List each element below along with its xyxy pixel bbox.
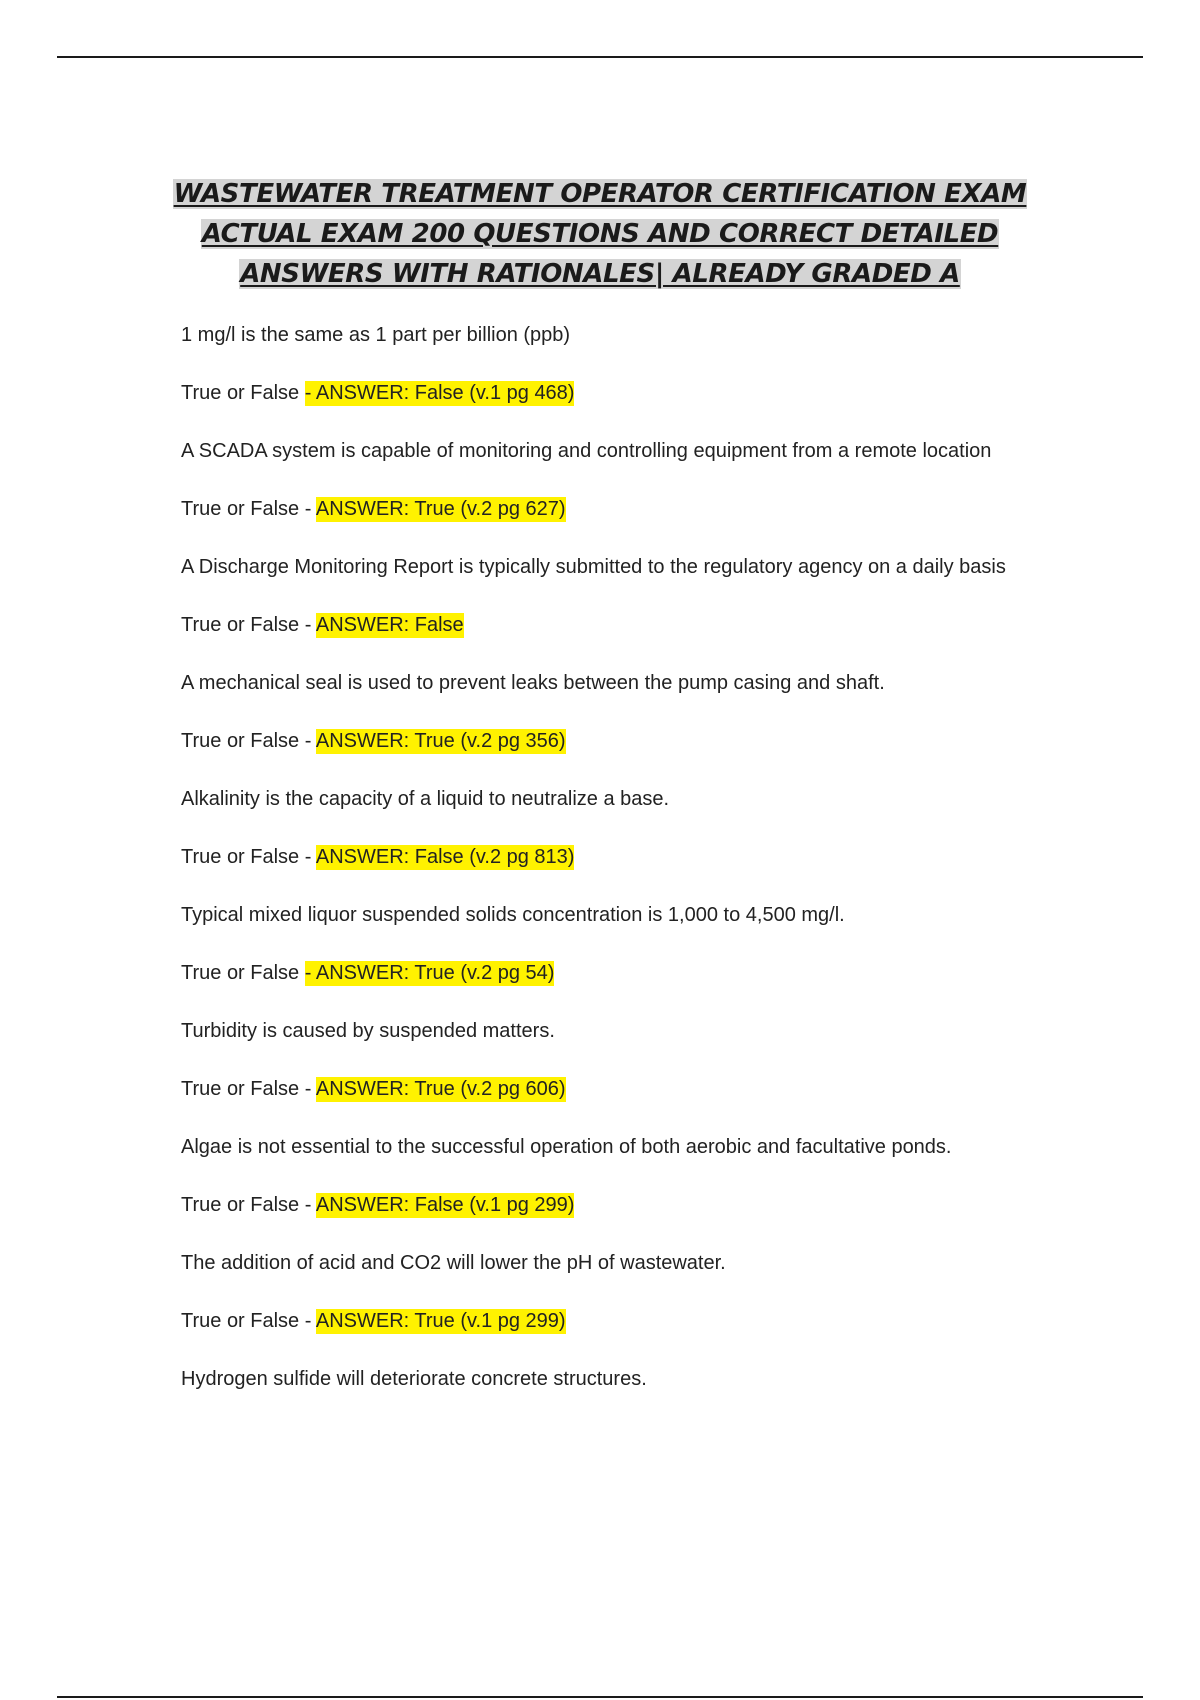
answer-separator: -: [299, 846, 316, 868]
answer-highlight: ANSWER: False (v.2 pg 813): [315, 846, 575, 868]
true-false-prompt: True or False: [181, 1310, 300, 1332]
true-false-prompt: True or False: [181, 382, 300, 404]
answer-separator: -: [299, 1194, 316, 1216]
true-false-prompt: True or False: [181, 614, 300, 636]
answer-line: [181, 843, 1021, 872]
question-text: 1 mg/l is the same as 1 part per billion (ppb): [181, 324, 571, 346]
answer-line: [181, 1075, 1021, 1104]
true-false-prompt: True or False: [181, 962, 300, 984]
question-text: A Discharge Monitoring Report is typically submitted to the regulatory agency on a daily basis: [181, 556, 1006, 578]
answer-line: [181, 1307, 1021, 1336]
title-line-1: WASTEWATER TREATMENT OPERATOR CERTIFICATION EXAM: [173, 179, 1027, 209]
title-line-3: ANSWERS WITH RATIONALES| ALREADY GRADED A: [240, 259, 960, 289]
question-text: Hydrogen sulfide will deteriorate concrete structures.: [181, 1368, 647, 1390]
answer-separator: -: [299, 498, 316, 520]
answer-line: [181, 1191, 1021, 1220]
true-false-prompt: True or False: [181, 1078, 300, 1100]
answer-line: [181, 379, 1021, 408]
answer-separator: -: [299, 1310, 316, 1332]
answer-highlight: - ANSWER: True (v.2 pg 54): [304, 962, 555, 984]
answer-line: [181, 727, 1021, 756]
question-text: Algae is not essential to the successful operation of both aerobic and facultative ponds.: [181, 1136, 952, 1158]
question-text: The addition of acid and CO2 will lower the pH of wastewater.: [181, 1252, 726, 1274]
true-false-prompt: True or False: [181, 846, 300, 868]
title-line-2: ACTUAL EXAM 200 QUESTIONS AND CORRECT DETAILED: [201, 219, 999, 249]
answer-separator: -: [299, 730, 316, 752]
answer-line: [181, 611, 1021, 640]
question-text: Typical mixed liquor suspended solids concentration is 1,000 to 4,500 mg/l.: [181, 904, 845, 926]
answer-highlight: ANSWER: False: [315, 614, 464, 636]
question-text: Turbidity is caused by suspended matters.: [181, 1020, 555, 1042]
answer-highlight: ANSWER: True (v.2 pg 627): [315, 498, 566, 520]
answer-highlight: ANSWER: True (v.1 pg 299): [315, 1310, 566, 1332]
answer-separator: -: [299, 1078, 316, 1100]
answer-highlight: ANSWER: False (v.1 pg 299): [315, 1194, 575, 1216]
answer-highlight: ANSWER: True (v.2 pg 606): [315, 1078, 566, 1100]
question-text: Alkalinity is the capacity of a liquid to neutralize a base.: [181, 788, 670, 810]
true-false-prompt: True or False: [181, 730, 300, 752]
true-false-prompt: True or False: [181, 498, 300, 520]
answer-line: [181, 959, 1021, 988]
answer-highlight: ANSWER: True (v.2 pg 356): [315, 730, 566, 752]
qa-list: [181, 321, 1021, 1394]
document-title: [150, 174, 1050, 294]
true-false-prompt: True or False: [181, 1194, 300, 1216]
top-rule: [57, 56, 1143, 58]
answer-line: [181, 495, 1021, 524]
bottom-rule: [57, 1696, 1143, 1698]
answer-highlight: - ANSWER: False (v.1 pg 468): [304, 382, 575, 404]
question-text: A SCADA system is capable of monitoring and controlling equipment from a remote location: [181, 440, 992, 462]
answer-separator: -: [299, 614, 316, 636]
question-text: A mechanical seal is used to prevent leaks between the pump casing and shaft.: [181, 672, 885, 694]
